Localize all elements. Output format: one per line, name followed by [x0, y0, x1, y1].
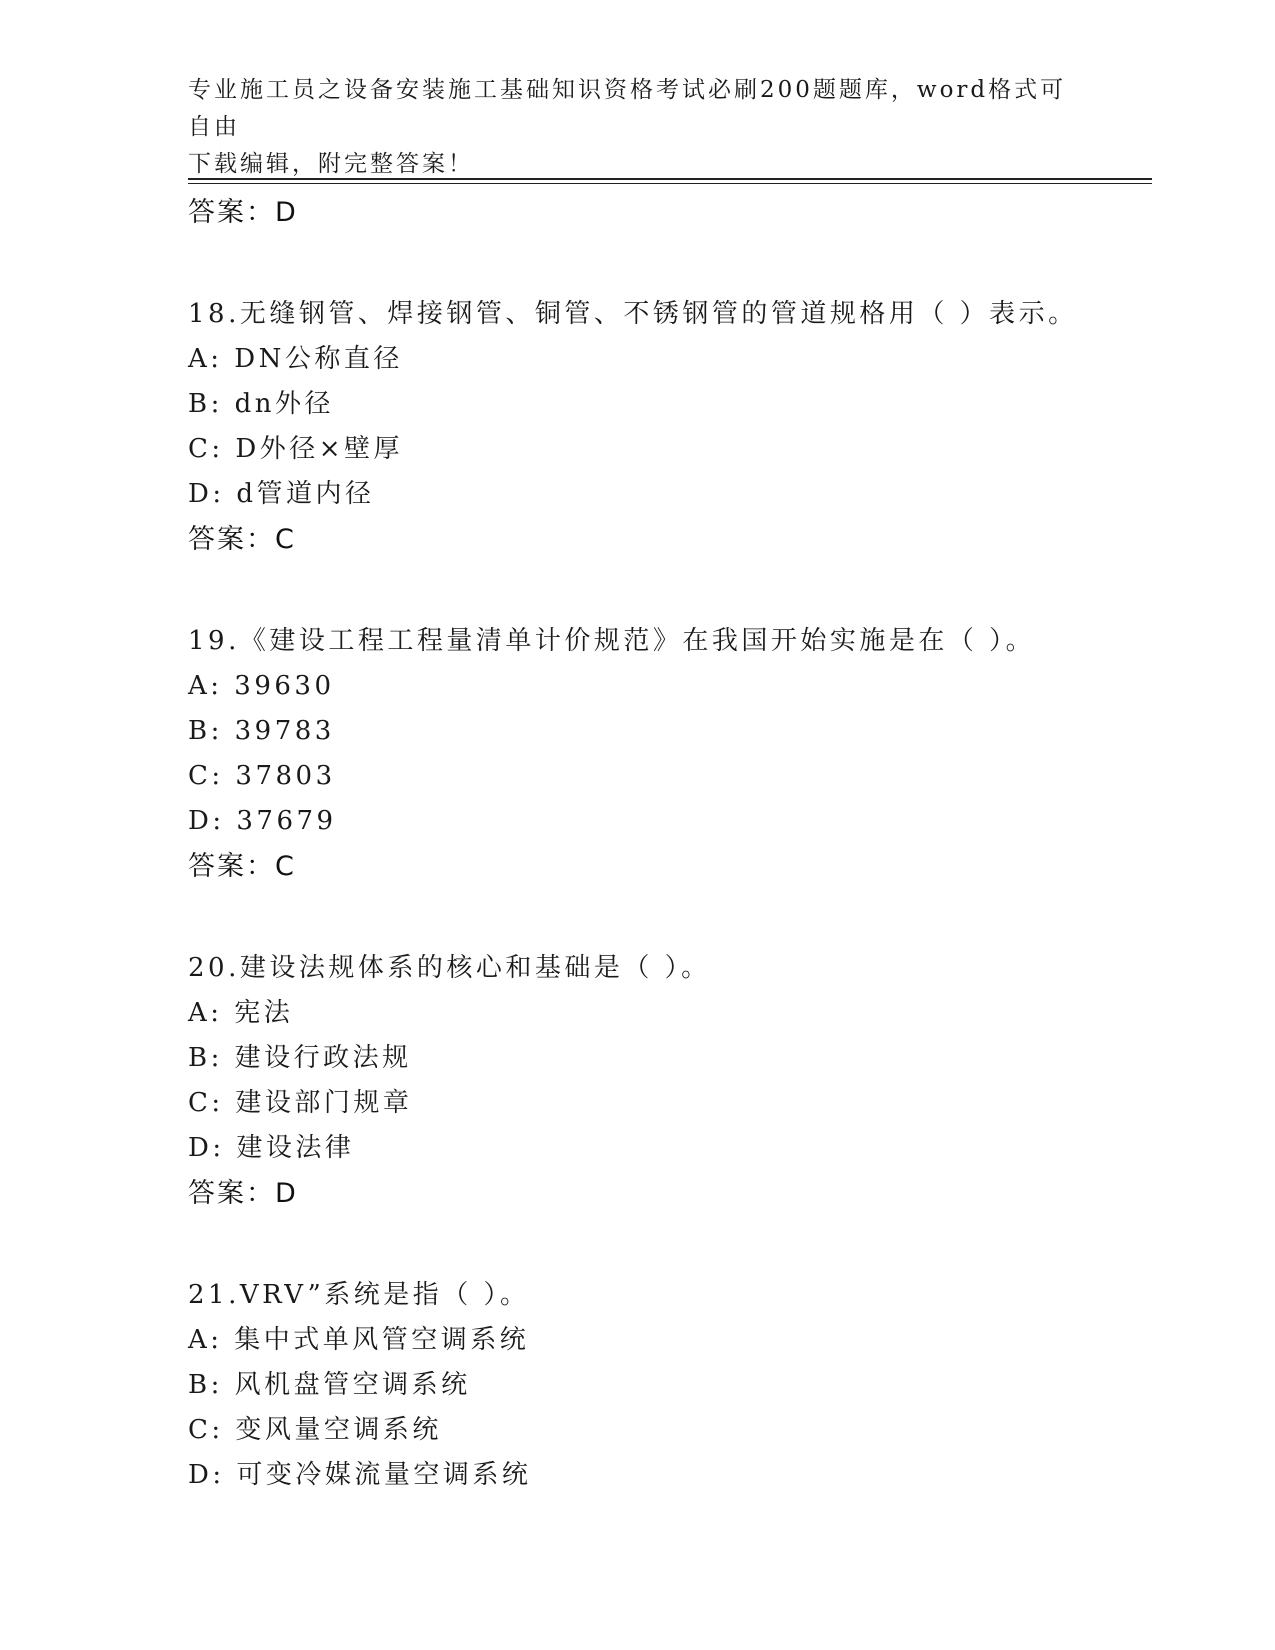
option-d: D: 建设法律	[188, 1133, 355, 1163]
document-header	[188, 72, 1088, 183]
option-a: A: DN公称直径	[188, 344, 403, 374]
option-b: B: dn外径	[188, 389, 335, 419]
option-a: A: 集中式单风管空调系统	[188, 1325, 530, 1355]
header-divider-thin	[188, 183, 1152, 184]
option-c: C: 37803	[188, 761, 336, 791]
option-d: D: d管道内径	[188, 479, 375, 509]
question-text: 18.无缝钢管、焊接钢管、铜管、不锈钢管的管道规格用（ ）表示。	[188, 299, 1078, 329]
question-block	[188, 945, 1148, 1216]
option-c: C: 变风量空调系统	[188, 1415, 442, 1445]
header-divider-thick	[188, 178, 1152, 180]
question-text: 19.《建设工程工程量清单计价规范》在我国开始实施是在（ ）。	[188, 626, 1036, 656]
option-a: A: 宪法	[188, 998, 294, 1028]
question-block	[188, 291, 1148, 562]
option-b: B: 风机盘管空调系统	[188, 1370, 471, 1400]
option-a: A: 39630	[188, 671, 335, 701]
answer-line: 答案：D	[188, 197, 298, 228]
question-text: 21.VRV”系统是指（ ）。	[188, 1280, 530, 1310]
header-line-1: 专业施工员之设备安装施工基础知识资格考试必刷200题题库，word格式可自由	[188, 77, 1067, 140]
option-b: B: 建设行政法规	[188, 1043, 412, 1073]
option-c: C: D外径×壁厚	[188, 434, 404, 464]
option-b: B: 39783	[188, 716, 335, 746]
option-d: D: 37679	[188, 806, 337, 836]
header-line-2: 下载编辑，附完整答案！	[188, 151, 474, 177]
question-block	[188, 1272, 1148, 1498]
answer-line: 答案：D	[188, 1178, 298, 1209]
answer-line: 答案：C	[188, 524, 296, 555]
question-block	[188, 618, 1148, 889]
option-d: D: 可变冷媒流量空调系统	[188, 1460, 532, 1490]
option-c: C: 建设部门规章	[188, 1088, 413, 1118]
question-text: 20.建设法规体系的核心和基础是（ ）。	[188, 953, 711, 983]
question-list	[188, 190, 1148, 1498]
answer-line: 答案：C	[188, 851, 296, 882]
